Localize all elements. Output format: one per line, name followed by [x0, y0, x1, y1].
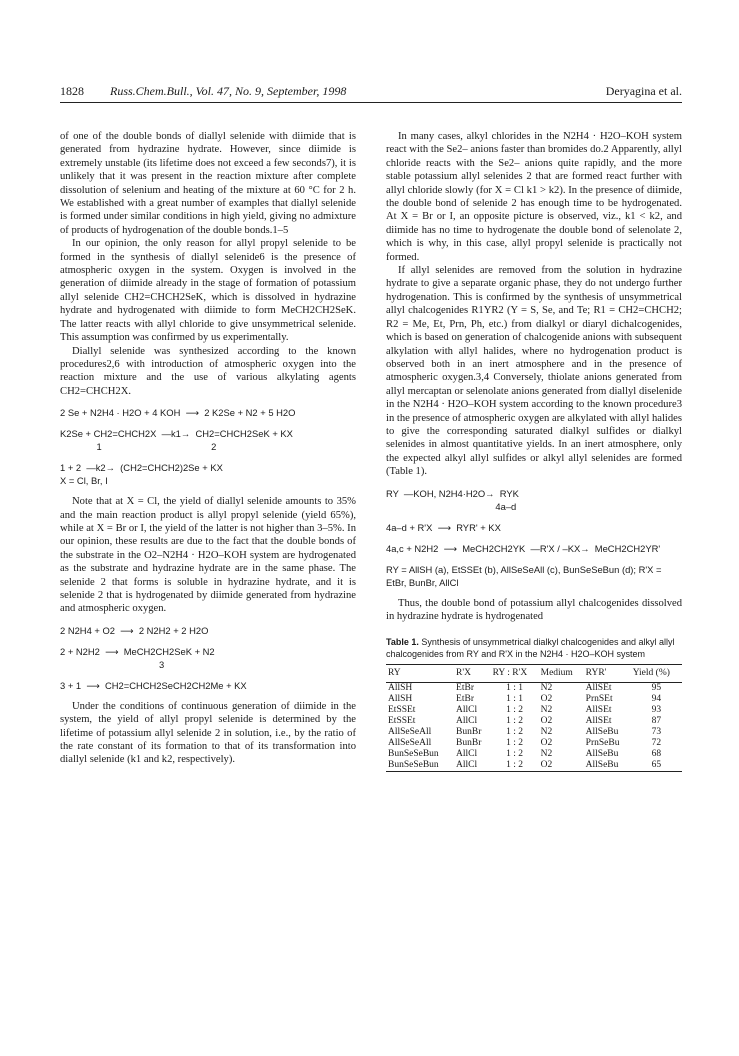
table-cell: 1 : 2 [506, 738, 524, 749]
equation-labels: 3 [60, 658, 165, 670]
table-cell: 87 [651, 716, 662, 727]
table-cell: AllSeSeAll [388, 727, 432, 738]
table-cell: O2 [539, 760, 584, 772]
equation-note: RY = AllSH (a), EtSSEt (b), AllSeSeAll (c), BunSeSeBun (d); R'X = EtBr, BunBr, AllCl [386, 563, 662, 588]
equation: 3 + 1 ⟶ CH2=CHCH2SeCH2CH2Me + KX [60, 679, 247, 691]
table-cell: 72 [651, 738, 662, 749]
table-cell: O2 [540, 738, 553, 749]
table-header-row [386, 665, 682, 683]
table-cell: 73 [651, 727, 662, 738]
equation-labels: 1 2 [60, 441, 217, 453]
table-cell: AllSEt [585, 683, 612, 694]
table-cell: AllSeBu [585, 727, 619, 738]
table-cell: 94 [651, 694, 662, 705]
paragraph: Note that at X = Cl, the yield of diallyl selenide amounts to 35% and the main reaction product is allyl propyl selenide (yield 65%), while at X = Br or I, the yield of the latter is not higher than 3–5%. In our opinion, these results are due to the fact that the double bonds of the substrate in the O2–N2H4 · H2O–KOH system are hydrogenated as the substrate and hydrazine hydrate are in the same phase. The selenide 2 that forms is soluble in hydrazine hydrate, and it is selenide 2 that is hydrogenated by diimide generated from hydrazine and atmospheric oxygen. [60, 496, 356, 615]
table-cell: EtSSEt [388, 705, 416, 716]
table-cell: N2 [540, 749, 553, 760]
table-cell: 1 : 2 [506, 716, 524, 727]
paragraph: Diallyl selenide was synthesized according to the known procedures2,6 with introduction of atmospheric oxygen into the reaction mixture and the use of various alkylating agents CH2=CHCH2X. [60, 345, 356, 397]
equation: 1 + 2 —k2→ (CH2=CHCH2)2Se + KX [60, 462, 223, 474]
table-cell: AllSeBu [585, 749, 619, 760]
table-cell: AllCl [454, 760, 491, 772]
paragraph: In many cases, alkyl chlorides in the N2H4 · H2O–KOH system react with the Se2– anions faster than bromides do.2 Apparently, allyl chloride reacts with the Se2– anions quite rapidly, and the more stable potassium allyl selenides 2 that are formed react further with allyl chloride slowly (for X = Cl k1 > k2). In the presence of diimide, the double bond of selenide 2 has enough time to be hydrogenated. At X = Br or I, an opposite picture is observed, viz., k1 < k2, and diimide has no time to hydrogenate the double bond of selenolate 2, which is why, in this case, allyl propyl selenide is practically not formed. [386, 131, 682, 263]
table-cell: 1 : 1 [506, 683, 524, 694]
table-header: Yield (%) [631, 665, 682, 683]
paragraph: Thus, the double bond of potassium allyl chalcogenides dissolved in hydrazine hydrate is hydrogenated [386, 597, 682, 622]
table-caption-text: Synthesis of unsymmetrical dialkyl chalcogenides and alkyl allyl chalcogenides from RY and R'X in the N2H4 · H2O–KOH system [386, 637, 675, 659]
table-cell: PrnSeBu [585, 738, 620, 749]
table-cell: 1 : 2 [491, 760, 539, 772]
table-cell: EtBr [456, 694, 474, 705]
table-row [386, 738, 682, 749]
paragraph: If allyl selenides are removed from the solution in hydrazine hydrate to give a separate organic phase, they do not undergo further hydrogenation. This is confirmed by the synthesis of unsymmetrical allyl chalcogenides R1YR2 (Y = S, Se, and Te; R1 = CH2=CHCH2; R2 = Me, Et, Prn, Ph, etc.) from dialkyl or diaryl dichalcogenides, which is based on generation of chalcogenide anions with subsequent alkylation with allyl halides, where no hydrogenation product is observed both in an inert atmosphere and in the presence of atmospheric oxygen.3,4 Conversely, thiolate anions generated from allyl mercaptan or selenolate anions generated from diallyl diselenide in the N2H4 · H2O–KOH system according to the known procedure3 in the presence of atmospheric oxygen are alkylated with allyl halides to give the corresponding saturated dialkyl sulfides or dialkyl selenides in almost quantitative yields. In an inert atmosphere, only the expected alkyl allyl sulfides or alkyl allyl selenides are formed (Table 1). [386, 265, 682, 478]
equation: 4a,c + N2H2 ⟶ MeCH2CH2YK —R'X / –KX→ MeCH2CH2YR' [386, 542, 661, 554]
equation: 2 + N2H2 ⟶ MeCH2CH2SeK + N2 [60, 645, 215, 657]
table-cell: 1 : 2 [506, 749, 524, 760]
table-cell: AllSeSeAll [388, 738, 432, 749]
table-header: RY : R'X [491, 665, 539, 683]
equation: 4a–d + R'X ⟶ RYR' + KX [386, 521, 501, 533]
table-cell: EtBr [456, 683, 474, 694]
left-column [60, 130, 356, 767]
equation-labels: 4a–d [386, 500, 517, 512]
equation: K2Se + CH2=CHCH2X —k1→ CH2=CHCH2SeK + KX [60, 428, 293, 440]
data-table [386, 664, 682, 772]
table-cell: 65 [631, 760, 682, 772]
table-header: R'X [454, 665, 491, 683]
table-body [386, 683, 682, 772]
table-cell: 95 [651, 683, 662, 694]
page-number: 1828 [60, 84, 84, 98]
table-caption [386, 637, 682, 660]
table-cell: BunBr [456, 727, 482, 738]
table-header: Medium [539, 665, 584, 683]
table-cell: AllCl [456, 716, 478, 727]
equation: 2 N2H4 + O2 ⟶ 2 N2H2 + 2 H2O [60, 624, 209, 636]
table-cell: PrnSEt [585, 694, 613, 705]
table-cell: AllSH [388, 694, 413, 705]
table-cell: N2 [540, 705, 553, 716]
table-cell: 1 : 1 [506, 694, 524, 705]
table-cell: AllSH [388, 683, 413, 694]
table-cell: BunBr [456, 738, 482, 749]
table-cell: AllSEt [585, 705, 612, 716]
right-column [386, 130, 682, 772]
equation: RY —KOH, N2H4·H2O→ RYK [386, 487, 519, 499]
table-cell: AllCl [456, 705, 478, 716]
table-row [386, 760, 682, 772]
table-cell: O2 [540, 694, 553, 705]
table-row [386, 727, 682, 738]
table-cell: N2 [540, 727, 553, 738]
table-caption-label: Table 1. [386, 637, 419, 648]
table-header: RY [386, 665, 454, 683]
table-cell: AllSEt [585, 716, 612, 727]
table-row [386, 705, 682, 716]
table-cell: AllCl [456, 749, 478, 760]
running-header [60, 82, 682, 103]
paragraph: Under the conditions of continuous generation of diimide in the system, the yield of allyl propyl selenide is determined by the lifetime of potassium allyl selenide 2 in solution, i.e., by the ratio of the rate constant of its formation to that of its transformation into diallyl selenide (k1 and k2, respectively). [60, 700, 356, 766]
table-cell: BunSeSeBun [388, 749, 439, 760]
table-cell: EtSSEt [388, 716, 416, 727]
table-header: RYR' [584, 665, 631, 683]
equation-condition: X = Cl, Br, I [60, 475, 108, 487]
table-cell: 93 [651, 705, 662, 716]
table-cell: 68 [651, 749, 662, 760]
table-row [386, 716, 682, 727]
journal-citation: Russ.Chem.Bull., Vol. 47, No. 9, September, 1998 [110, 84, 347, 98]
paragraph: of one of the double bonds of diallyl selenide with diimide that is generated from hydrazine hydrate. However, since diimide is extremely unstable (its lifetime does not exceed a few seconds7), it is unlikely that it was present in the reaction mixture after complete dissolution of selenium and heating of the mixture at 60 °C for 2 h. We established with a great number of examples that diallyl selenide is formed under similar conditions in high yield, giving no admixture of products of hydrogenation of the double bonds.1–5 [60, 131, 356, 236]
table-cell: 1 : 2 [506, 727, 524, 738]
table-row [386, 683, 682, 695]
table-cell: O2 [540, 716, 553, 727]
table-cell: BunSeSeBun [386, 760, 454, 772]
paragraph: In our opinion, the only reason for allyl propyl selenide to be formed in the synthesis of diallyl selenide6 is the presence of atmospheric oxygen in the system. Oxygen is involved in the generation of diimide already in the stage of formation of potassium allyl selenide CH2=CHCH2SeK, which is dissolved in hydrazine hydrate and hydrogenated with diimide to form MeCH2CH2SeK. The latter reacts with allyl chloride to give unsymmetrical selenide. This assumption was confirmed by us experimentally. [60, 238, 356, 344]
equation: 2 Se + N2H4 · H2O + 4 KOH ⟶ 2 K2Se + N2 + 5 H2O [60, 407, 296, 419]
table-cell: AllSeBu [584, 760, 631, 772]
table-cell: N2 [540, 683, 553, 694]
table-row [386, 694, 682, 705]
table-row [386, 749, 682, 760]
authors: Deryagina et al. [605, 84, 682, 98]
table-cell: 1 : 2 [506, 705, 524, 716]
